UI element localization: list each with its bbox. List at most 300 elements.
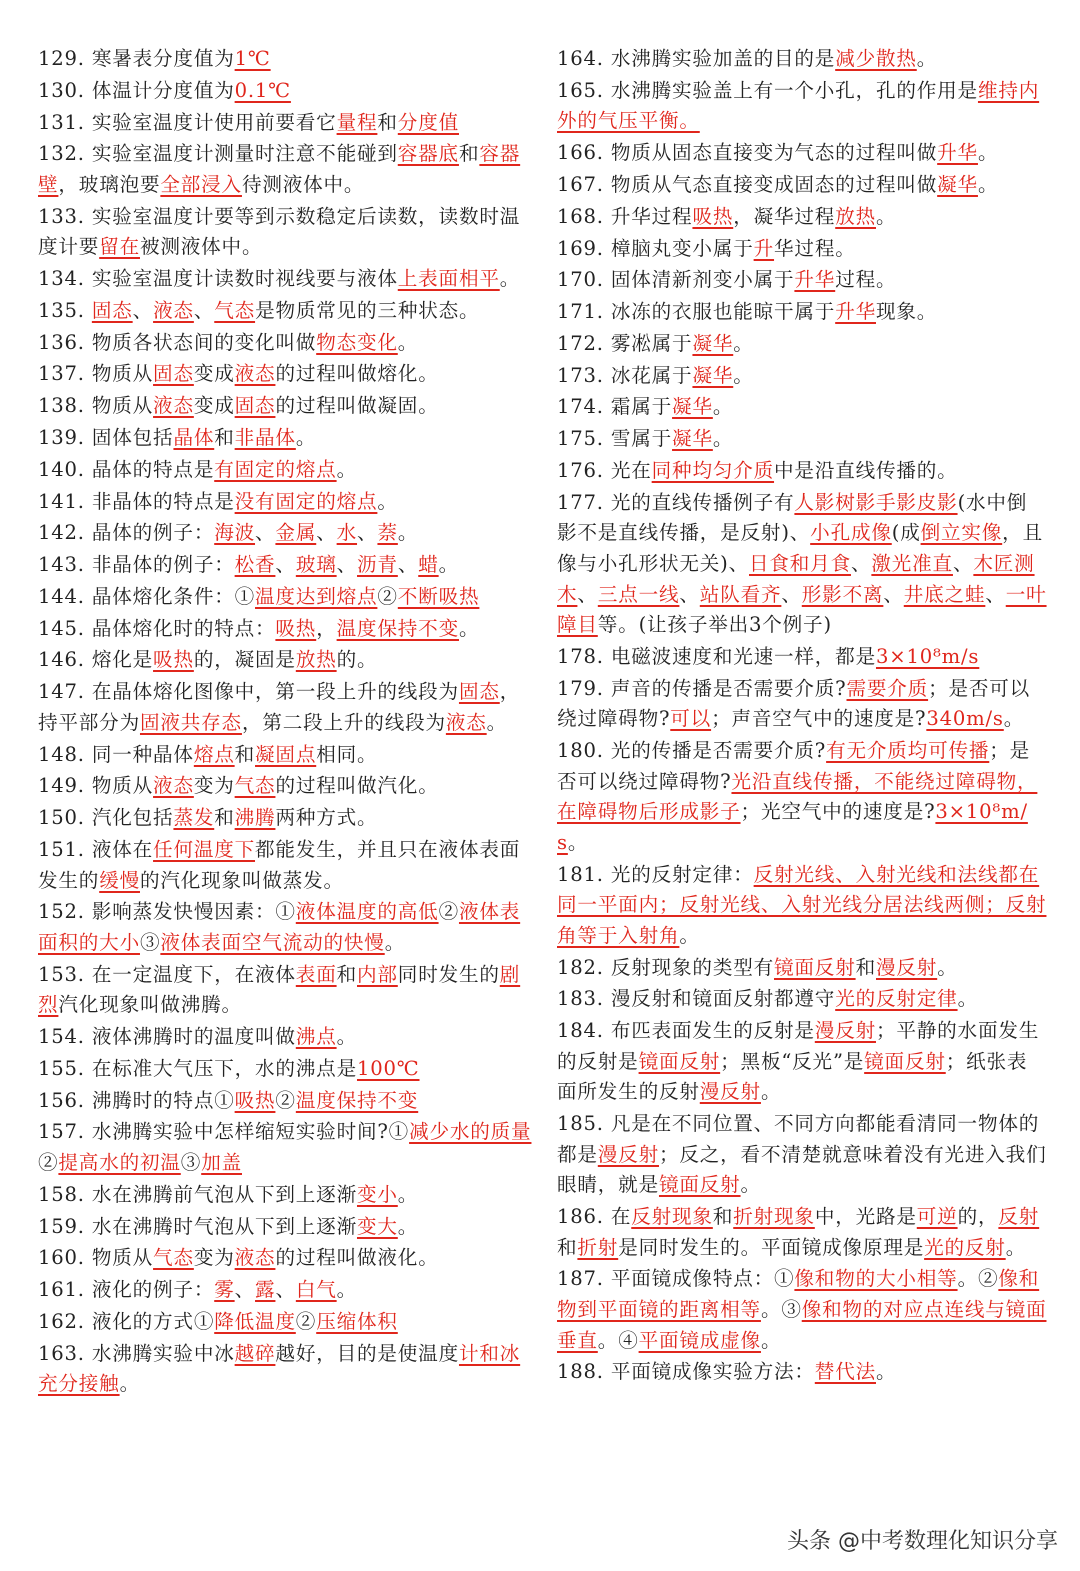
question-text: 144. 晶体熔化条件：① xyxy=(38,584,256,608)
list-item xyxy=(557,424,1047,455)
question-text: 。③ xyxy=(760,1298,802,1322)
question-text: 146. 熔化是 xyxy=(38,648,154,672)
question-text: 145. 晶体熔化时的特点： xyxy=(38,616,276,640)
question-text: 153. 在一定温度下，在液体 xyxy=(38,962,296,986)
answer-text: 露 xyxy=(255,1278,276,1302)
answer-text: 漫反射 xyxy=(597,1142,659,1166)
answer-text: 气态 xyxy=(234,774,276,798)
answer-text: 白气 xyxy=(295,1278,337,1302)
answer-text: 液态 xyxy=(153,298,194,322)
answer-text: 剧烈 xyxy=(38,962,521,1017)
question-text: (水中倒影不是直线传播，是反射)、 xyxy=(557,490,1028,545)
question-text: 是物质常见的三种状态。 xyxy=(255,298,480,322)
question-text: 。 xyxy=(336,457,357,481)
list-item xyxy=(557,361,1047,392)
answer-text: 液体表面积的大小 xyxy=(38,900,521,954)
left-column xyxy=(38,44,532,1401)
answer-text: 三点一线 xyxy=(597,582,680,606)
question-text: 176. 光在 xyxy=(557,458,652,482)
question-text: ② xyxy=(275,1088,296,1112)
list-item xyxy=(38,44,532,75)
answer-text: 光的反射定律 xyxy=(835,987,958,1011)
list-item xyxy=(557,1357,1047,1388)
question-text: ③ xyxy=(139,930,161,954)
answer-text: 可以 xyxy=(670,707,712,731)
question-text: 134. 实验室温度计读数时视线要与液体 xyxy=(38,267,398,291)
answer-text: 放热 xyxy=(835,204,876,228)
answer-text: 凝华 xyxy=(692,331,734,355)
question-text: 186. 在 xyxy=(557,1205,632,1229)
question-text: 、 xyxy=(679,582,700,606)
answer-text: 非晶体 xyxy=(234,426,296,449)
question-text: 。② xyxy=(957,1267,999,1291)
answer-text: 像和物到平面镜的距离相等 xyxy=(557,1267,1040,1322)
question-text: 159. 水在沸腾时气泡从下到上逐渐 xyxy=(38,1214,357,1238)
answer-text: 需要介质 xyxy=(846,676,929,700)
question-text: 。 xyxy=(336,1025,357,1049)
answer-text: 站队看齐 xyxy=(699,582,782,606)
answer-text: 同种均匀介质 xyxy=(651,458,775,482)
question-text: ② xyxy=(438,900,459,924)
answer-text: 井底之蛙 xyxy=(903,582,986,606)
question-text: 。 xyxy=(977,172,999,196)
question-text: 。 xyxy=(712,395,734,419)
answer-text: 漫反射 xyxy=(699,1080,761,1104)
question-text: 。 xyxy=(1005,1235,1027,1259)
question-text: 。 xyxy=(397,1214,419,1238)
answer-text: 留在 xyxy=(99,235,140,259)
answer-text: 小孔成像 xyxy=(810,521,892,545)
question-text: 。 xyxy=(1003,707,1025,731)
answer-text: 温度达到熔点 xyxy=(255,584,378,608)
question-text: 173. 冰花属于 xyxy=(557,363,693,387)
question-text: ；反之，看不清楚就意味着没有光进入我们眼睛，就是 xyxy=(557,1142,1047,1197)
answer-text: 水 xyxy=(336,521,358,545)
question-text: 的过程叫做熔化。 xyxy=(275,362,439,386)
list-item xyxy=(38,455,532,486)
question-text: 147. 在晶体熔化图像中，第一段上升的线段为 xyxy=(38,680,459,704)
question-text: 188. 平面镜成像实验方法： xyxy=(557,1360,815,1384)
list-item xyxy=(38,1180,532,1211)
list-item xyxy=(38,76,532,107)
question-text: 157. 水沸腾实验中怎样缩短实验时间?① xyxy=(38,1120,410,1144)
answer-text: 凝华 xyxy=(672,427,713,451)
answer-text: 液态 xyxy=(445,710,487,734)
list-item xyxy=(38,1339,532,1400)
answer-text: 有无介质均可传播 xyxy=(826,739,990,763)
question-text: 148. 同一种晶体 xyxy=(38,742,194,766)
question-text: ② xyxy=(295,1309,317,1333)
answer-text: 越碎 xyxy=(234,1341,276,1365)
answer-text: 340m/s xyxy=(926,707,1004,731)
answer-text: 全部浸入 xyxy=(160,172,242,196)
question-text: 变为 xyxy=(193,1246,235,1270)
answer-text: 光沿直线传播，不能绕过障碍物，在障碍物后形成影子 xyxy=(557,769,1038,824)
answer-text: 减少水的质量 xyxy=(409,1120,532,1144)
answer-text: 维持内外的气压平衡。 xyxy=(557,78,1040,133)
question-text: 179. 声音的传播是否需要介质? xyxy=(557,676,847,700)
question-text: 中，光路是 xyxy=(814,1205,917,1229)
question-text: 149. 物质从 xyxy=(38,774,154,798)
answer-text: 凝固点 xyxy=(255,742,317,766)
question-text: 171. 冰冻的衣服也能晾干属于 xyxy=(557,300,836,324)
question-text: 185. 凡是在不同位置、不同方向都能看清同一物体的都是 xyxy=(557,1112,1040,1166)
question-text: 华过程。 xyxy=(774,236,856,260)
question-text: ，玻璃泡要 xyxy=(58,172,161,196)
answer-text: 漫反射 xyxy=(876,955,938,979)
question-text: 136. 物质各状态间的变化叫做 xyxy=(38,330,317,354)
question-text: ；是否可以绕过障碍物? xyxy=(557,676,1031,731)
question-text: 和 xyxy=(557,1235,578,1259)
question-text: 。 xyxy=(397,1182,419,1206)
answer-text: 玻璃 xyxy=(295,553,337,577)
question-text: 和 xyxy=(214,426,235,449)
question-text: ；平静的水面发生的反射是 xyxy=(557,1019,1040,1073)
question-text: 待测液体中。 xyxy=(241,172,365,196)
list-item xyxy=(557,984,1047,1015)
answer-text: 气态 xyxy=(153,1246,194,1270)
question-text: 、 xyxy=(883,582,904,606)
answer-text: 像和物的大小相等 xyxy=(794,1267,958,1291)
answer-text: 加盖 xyxy=(201,1151,242,1175)
question-text: ，凝华过程 xyxy=(733,204,836,228)
answer-text: 3×10⁸m/s xyxy=(875,644,980,668)
list-item xyxy=(38,139,532,200)
list-item xyxy=(557,953,1047,984)
answer-text: 反射现象 xyxy=(631,1205,713,1229)
question-text: 现象。 xyxy=(875,300,938,324)
list-item xyxy=(38,960,532,1021)
answer-text: 变小 xyxy=(356,1182,398,1206)
question-text: 143. 非晶体的例子： xyxy=(38,553,235,577)
answer-text: 液态 xyxy=(234,362,276,386)
answer-text: 容器壁 xyxy=(38,142,521,196)
answer-text: 日食和月食 xyxy=(749,551,851,575)
question-text: ② xyxy=(38,1151,59,1175)
question-text: 和 xyxy=(214,806,235,830)
list-item xyxy=(38,1117,532,1178)
question-text: 。 xyxy=(458,616,480,640)
list-item xyxy=(557,138,1047,169)
question-text: 、 xyxy=(193,298,215,322)
list-item xyxy=(557,488,1047,641)
answer-text: 熔点 xyxy=(193,742,235,766)
answer-text: 漫反射 xyxy=(814,1019,876,1043)
answer-text: 像和物的对应点连线与镜面垂直 xyxy=(557,1298,1047,1352)
question-text: 、 xyxy=(781,582,802,606)
question-text: 158. 水在沸腾前气泡从下到上逐渐 xyxy=(38,1182,357,1206)
answer-text: 任何温度下 xyxy=(153,837,256,861)
question-text: 被测液体中。 xyxy=(139,235,263,259)
question-text: 。 xyxy=(760,1080,782,1104)
question-text: ；光空气中的速度是? xyxy=(740,800,936,824)
question-text: 、 xyxy=(357,521,378,545)
list-item xyxy=(38,296,532,327)
answer-text: 物态变化 xyxy=(316,330,398,354)
question-text: 162. 液化的方式① xyxy=(38,1309,215,1333)
question-text: 。 xyxy=(567,830,589,854)
question-text: 的过程叫做汽化。 xyxy=(275,774,439,798)
list-item xyxy=(38,1022,532,1053)
question-text: 、 xyxy=(577,582,598,606)
question-text: 。 xyxy=(486,710,508,734)
question-text: 。 xyxy=(336,1278,358,1302)
question-text: 、 xyxy=(132,298,154,322)
answer-text: 雾 xyxy=(214,1278,235,1302)
list-item xyxy=(38,1243,532,1274)
question-text: 。 xyxy=(957,987,978,1011)
question-text: 。④ xyxy=(597,1328,639,1352)
question-text: 和 xyxy=(234,742,256,766)
question-text: 的。 xyxy=(336,648,378,672)
list-item xyxy=(38,677,532,738)
list-item xyxy=(557,1016,1047,1108)
question-text: 170. 固体清新剂变小属于 xyxy=(557,268,795,292)
answer-text: 固态 xyxy=(458,680,500,704)
list-item xyxy=(557,674,1047,735)
list-item xyxy=(38,897,532,958)
answer-text: 升 xyxy=(753,236,775,260)
answer-text: 萘 xyxy=(377,521,398,545)
list-item xyxy=(38,423,532,454)
question-text: 152. 影响蒸发快慢因素：① xyxy=(38,900,296,924)
answer-text: 没有固定的熔点 xyxy=(234,489,378,513)
answer-text: 镜面反射 xyxy=(864,1049,946,1073)
question-text: 。 xyxy=(397,330,419,354)
question-text: 175. 雪属于 xyxy=(557,427,673,451)
answer-text: 反射光线、入射光线和法线都在同一平面内；反射光线、入射光线分居法线两侧；反射角等于入射角 xyxy=(557,862,1047,947)
question-text: 、 xyxy=(952,551,974,575)
answer-text: 人影树影手影皮影 xyxy=(794,490,958,514)
answer-text: 反射 xyxy=(998,1205,1040,1229)
list-item xyxy=(38,202,532,263)
list-item xyxy=(38,582,532,613)
answer-text: 液体温度的高低 xyxy=(295,900,439,924)
question-text: 。 xyxy=(438,553,460,577)
answer-text: 缓慢 xyxy=(99,868,140,892)
answer-text: 海波 xyxy=(214,521,256,545)
question-text: 177. 光的直线传播例子有 xyxy=(557,490,795,514)
question-text: 的，凝固是 xyxy=(193,648,296,672)
answer-text: 木匠测木 xyxy=(557,551,1035,606)
question-text: 等。(让孩子举出3个例子) xyxy=(597,613,832,637)
answer-text: 光的反射 xyxy=(924,1235,1006,1259)
question-text: 138. 物质从 xyxy=(38,394,154,418)
question-text: 、 xyxy=(275,553,296,577)
answer-text: 固态 xyxy=(234,394,276,418)
question-text: 的汽化现象叫做蒸发。 xyxy=(139,868,344,892)
answer-text: 温度保持不变 xyxy=(295,1088,419,1112)
question-text: 。 xyxy=(733,363,754,387)
question-text: 中是沿直线传播的。 xyxy=(774,458,958,482)
question-text: 151. 液体在 xyxy=(38,837,154,861)
answer-text: 3×10⁸m/s xyxy=(557,800,1028,854)
question-text: 、 xyxy=(985,582,1006,606)
question-text: 。 xyxy=(679,923,700,947)
list-item xyxy=(557,202,1047,233)
question-text: ；声音空气中的速度是? xyxy=(711,707,927,731)
question-text: 178. 电磁波速度和光速一样，都是 xyxy=(557,644,876,668)
answer-text: 降低温度 xyxy=(214,1309,296,1333)
answer-text: 一叶障目 xyxy=(557,582,1047,637)
answer-text: 形影不离 xyxy=(801,582,884,606)
question-text: 和 xyxy=(336,962,357,986)
answer-text: 可逆 xyxy=(916,1205,958,1229)
question-text: 137. 物质从 xyxy=(38,362,154,386)
question-text: 160. 物质从 xyxy=(38,1246,154,1270)
answer-text: 不断吸热 xyxy=(397,584,480,608)
list-item xyxy=(557,329,1047,360)
watermark: 头条 @中考数理化知识分享 xyxy=(787,1529,1058,1554)
answer-text: 固态 xyxy=(91,298,133,322)
answer-text: 吸热 xyxy=(153,648,194,672)
list-item xyxy=(557,642,1047,673)
answer-text: 蒸发 xyxy=(173,806,215,830)
question-text: 。 xyxy=(384,930,406,954)
answer-text: 压缩体积 xyxy=(316,1309,398,1333)
answer-text: 松香 xyxy=(234,553,276,577)
question-text: 172. 雾凇属于 xyxy=(557,331,693,355)
list-item xyxy=(557,1109,1047,1201)
question-text: 184. 布匹表面发生的反射是 xyxy=(557,1019,815,1043)
list-item xyxy=(38,835,532,896)
answer-text: 激光准直 xyxy=(871,551,953,575)
answer-text: 分度值 xyxy=(397,110,459,134)
answer-text: 减少散热 xyxy=(835,47,917,70)
question-text: 。 xyxy=(876,204,897,228)
answer-text: 镜面反射 xyxy=(774,955,856,979)
question-text: 都能发生，并且只在液体表面发生的 xyxy=(38,837,521,892)
question-text: 155. 在标准大气压下，水的沸点是 xyxy=(38,1056,357,1080)
answer-text: 提高水的初温 xyxy=(58,1151,181,1175)
list-item xyxy=(557,456,1047,487)
answer-text: 折射现象 xyxy=(733,1205,815,1229)
answer-text: 升华 xyxy=(937,141,978,165)
answer-text: 容器底 xyxy=(397,142,459,166)
question-text: 两种方式。 xyxy=(275,806,378,830)
question-text: 132. 实验室温度计测量时注意不能碰到 xyxy=(38,142,398,166)
list-item xyxy=(557,76,1047,137)
list-item xyxy=(557,265,1047,296)
question-text: 变为 xyxy=(193,774,235,798)
list-item xyxy=(38,518,532,549)
question-text: 同时发生的 xyxy=(397,962,500,986)
question-text: 。 xyxy=(712,427,734,451)
question-text: 。 xyxy=(499,267,521,291)
question-text: 变成 xyxy=(193,394,235,418)
question-text: 167. 物质从气态直接变成固态的过程叫做 xyxy=(557,172,938,196)
question-text: 135. xyxy=(38,298,92,322)
question-text: 的， xyxy=(957,1205,999,1229)
question-text: 187. 平面镜成像特点：① xyxy=(557,1267,795,1291)
list-item xyxy=(557,1202,1047,1263)
question-text: 、 xyxy=(850,551,872,575)
question-text: ，持平部分为 xyxy=(38,680,521,734)
list-item xyxy=(38,108,532,139)
question-text: 、 xyxy=(255,521,276,545)
question-text: ③ xyxy=(180,1151,202,1175)
question-text: ② xyxy=(377,584,398,608)
question-text: 。 xyxy=(740,1173,761,1197)
question-text: 。 xyxy=(916,47,938,70)
list-item xyxy=(38,740,532,771)
question-text: 。 xyxy=(937,955,958,979)
answer-text: 气态 xyxy=(214,298,256,322)
answer-text: 升华 xyxy=(794,268,836,292)
answer-text: 上表面相平 xyxy=(397,267,500,291)
question-text: 164. 水沸腾实验加盖的目的是 xyxy=(557,47,836,70)
question-text: 、 xyxy=(316,521,337,545)
answer-text: 固态 xyxy=(153,362,194,386)
list-item xyxy=(557,44,1047,75)
answer-text: 固液共存态 xyxy=(139,710,242,734)
list-item xyxy=(38,1086,532,1117)
question-text: 156. 沸腾时的特点① xyxy=(38,1088,235,1112)
answer-text: 沥青 xyxy=(357,553,398,577)
list-item xyxy=(38,391,532,422)
list-item xyxy=(38,1054,532,1085)
question-text: 过程。 xyxy=(835,268,897,292)
list-item xyxy=(38,1307,532,1338)
question-text: 182. 反射现象的类型有 xyxy=(557,955,775,979)
answer-text: 倒立实像 xyxy=(920,521,1003,545)
question-text: 和 xyxy=(712,1205,734,1229)
question-text: 和 xyxy=(458,142,480,166)
list-item xyxy=(557,736,1047,858)
answer-text: 内部 xyxy=(357,962,398,986)
question-text: 。 xyxy=(119,1372,140,1396)
answer-text: 镜面反射 xyxy=(658,1173,741,1197)
answer-text: 放热 xyxy=(295,648,337,672)
answer-text: 凝华 xyxy=(672,395,713,419)
question-text: ，且像与小孔形状无关)、 xyxy=(557,521,1043,575)
answer-text: 金属 xyxy=(275,521,317,545)
question-text: 的过程叫做液化。 xyxy=(275,1246,439,1270)
question-text: 142. 晶体的例子： xyxy=(38,521,215,545)
answer-text: 吸热 xyxy=(234,1088,276,1112)
answer-text: 折射 xyxy=(577,1235,619,1259)
question-text: 和 xyxy=(855,955,876,979)
question-text: 129. 寒暑表分度值为 xyxy=(38,47,235,70)
question-text: 相同。 xyxy=(316,742,378,766)
list-item xyxy=(557,170,1047,201)
list-item xyxy=(38,771,532,802)
question-text: 169. 樟脑丸变小属于 xyxy=(557,236,754,260)
question-text: 131. 实验室温度计使用前要看它 xyxy=(38,110,337,134)
question-text: ，第二段上升的线段为 xyxy=(241,710,446,734)
list-item xyxy=(38,803,532,834)
question-text: 。 xyxy=(875,1360,897,1384)
question-text: 133. 实验室温度计要等到示数稳定后读数，读数时温度计要 xyxy=(38,204,521,259)
answer-text: 液态 xyxy=(153,774,194,798)
answer-text: 计和冰充分接触 xyxy=(38,1341,521,1396)
question-text: 越好，目的是使温度 xyxy=(275,1341,459,1365)
answer-text: 0.1℃ xyxy=(234,78,291,102)
right-column xyxy=(557,44,1047,1389)
question-text: 181. 光的反射定律： xyxy=(557,862,754,886)
answer-text: 平面镜成虚像 xyxy=(638,1328,761,1352)
question-text: 和 xyxy=(377,110,398,134)
question-text: 。 xyxy=(733,331,754,355)
question-text: 汽化现象叫做沸腾。 xyxy=(58,993,242,1017)
list-item xyxy=(557,392,1047,423)
answer-text: 液态 xyxy=(234,1246,276,1270)
list-item xyxy=(38,614,532,645)
question-text: 、 xyxy=(275,1278,296,1302)
list-item xyxy=(38,1212,532,1243)
question-text: 141. 非晶体的特点是 xyxy=(38,489,235,513)
answer-text: 100℃ xyxy=(356,1056,420,1080)
